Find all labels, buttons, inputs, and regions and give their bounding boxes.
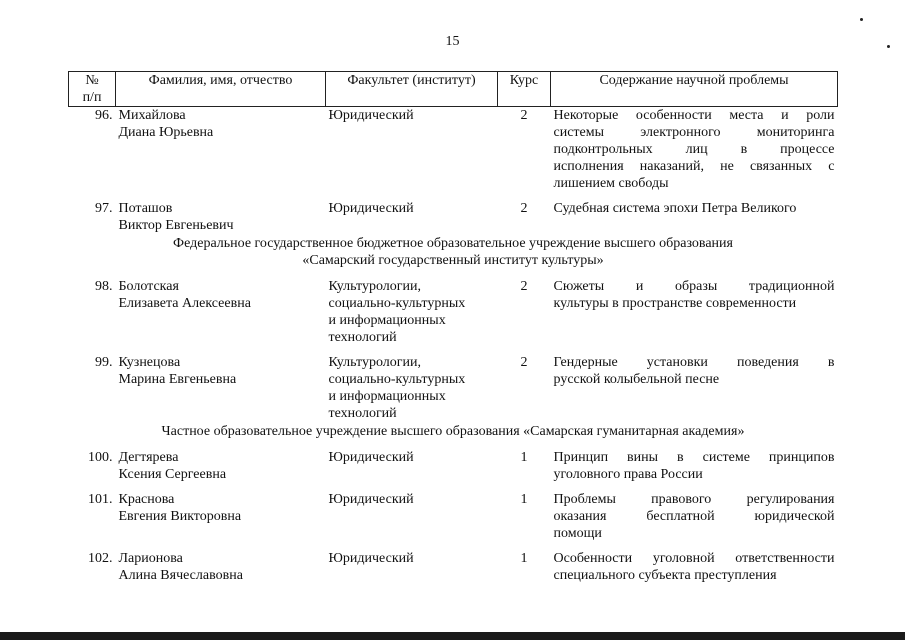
text-line: Особенности уголовной ответственности: [553, 551, 835, 566]
faculty: [326, 346, 498, 422]
text-line: Марина Евгеньевна: [118, 372, 237, 387]
row-number: 99.: [95, 355, 113, 370]
course: 1: [520, 450, 528, 465]
text-line: системы электронного мониторинга: [553, 125, 835, 140]
research-topic: [551, 107, 838, 193]
table-row: [69, 107, 838, 193]
text-line: «Самарский государственный институт культуры»: [302, 253, 604, 268]
text-line: Алина Вячеславовна: [118, 568, 243, 583]
table-row: [69, 441, 838, 483]
faculty: [326, 441, 498, 483]
text-line: Гендерные установки поведения в: [553, 355, 835, 370]
text-line: и информационных: [328, 389, 446, 404]
text-line: и информационных: [328, 313, 446, 328]
faculty: [326, 542, 498, 584]
header-course: Курс: [498, 72, 551, 107]
course: 1: [520, 492, 528, 507]
text-line: Кузнецова: [118, 355, 181, 370]
row-number: 101.: [88, 492, 113, 507]
text-line: Некоторые особенности места и роли: [553, 108, 835, 123]
research-topic: [551, 192, 838, 234]
faculty: [326, 270, 498, 346]
student-name: [116, 270, 326, 346]
text-line: Судебная система эпохи Петра Великого: [553, 201, 797, 216]
research-topic: [551, 346, 838, 422]
text-line: русской колыбельной песне: [553, 372, 720, 387]
course: 1: [520, 551, 528, 566]
scan-speck: [887, 45, 890, 48]
row-number: 98.: [95, 279, 113, 294]
student-name: [116, 542, 326, 584]
course: 2: [520, 355, 528, 370]
header-num: № п/п: [69, 72, 116, 107]
student-name: [116, 192, 326, 234]
course: 2: [520, 108, 528, 123]
text-line: Проблемы правового регулирования: [553, 492, 835, 507]
table-row: [69, 192, 838, 234]
text-line: Юридический: [328, 492, 414, 507]
text-line: Михайлова: [118, 108, 186, 123]
text-line: Юридический: [328, 450, 414, 465]
text-line: подконтрольных лиц в процессе: [553, 142, 835, 157]
text-line: Краснова: [118, 492, 175, 507]
text-line: Частное образовательное учреждение высшего образования «Самарская гуманитарная академия»: [161, 424, 745, 439]
row-number: 96.: [95, 108, 113, 123]
text-line: оказания бесплатной юридической: [553, 509, 835, 524]
header-topic: Содержание научной проблемы: [551, 72, 838, 107]
institution-heading: [69, 234, 838, 270]
text-line: Дегтярева: [118, 450, 179, 465]
scan-speck: [860, 18, 863, 21]
text-line: социально-культурных: [328, 372, 466, 387]
text-line: Виктор Евгеньевич: [118, 218, 234, 233]
table-row: [69, 483, 838, 542]
text-line: исполнения наказаний, не связанных с: [553, 159, 835, 174]
faculty: [326, 483, 498, 542]
research-topic: [551, 441, 838, 483]
text-line: Болотская: [118, 279, 179, 294]
table-row: [69, 346, 838, 422]
table-row: [69, 270, 838, 346]
research-topic: [551, 483, 838, 542]
course: 2: [520, 279, 528, 294]
participants-table: [68, 71, 838, 584]
text-line: Евгения Викторовна: [118, 509, 242, 524]
text-line: специального субъекта преступления: [553, 568, 777, 583]
text-line: Ларионова: [118, 551, 183, 566]
table-body: [69, 107, 838, 585]
text-line: уголовного права России: [553, 467, 703, 482]
institution-name: [69, 234, 838, 270]
header-faculty: Факультет (институт): [326, 72, 498, 107]
faculty: [326, 107, 498, 193]
student-name: [116, 441, 326, 483]
text-line: Юридический: [328, 201, 414, 216]
text-line: Ксения Сергеевна: [118, 467, 227, 482]
scan-bottom-edge: [0, 632, 905, 640]
student-name: [116, 346, 326, 422]
row-number: 100.: [88, 450, 113, 465]
institution-name: [69, 422, 838, 441]
text-line: помощи: [553, 526, 602, 541]
text-line: Сюжеты и образы традиционной: [553, 279, 835, 294]
header-name: Фамилия, имя, отчество: [116, 72, 326, 107]
text-line: культуры в пространстве современности: [553, 296, 797, 311]
faculty: [326, 192, 498, 234]
text-line: Юридический: [328, 108, 414, 123]
table-row: [69, 542, 838, 584]
student-name: [116, 107, 326, 193]
row-number: 102.: [88, 551, 113, 566]
text-line: Принцип вины в системе принципов: [553, 450, 835, 465]
text-line: технологий: [328, 330, 397, 345]
page-number: 15: [445, 34, 460, 49]
text-line: технологий: [328, 406, 397, 421]
text-line: Культурологии,: [328, 355, 421, 370]
research-topic: [551, 542, 838, 584]
research-topic: [551, 270, 838, 346]
text-line: Культурологии,: [328, 279, 421, 294]
text-line: Поташов: [118, 201, 173, 216]
institution-heading: [69, 422, 838, 441]
text-line: Юридический: [328, 551, 414, 566]
student-name: [116, 483, 326, 542]
row-number: 97.: [95, 201, 113, 216]
text-line: лишением свободы: [553, 176, 669, 191]
text-line: Федеральное государственное бюджетное образовательное учреждение высшего образования: [173, 236, 733, 251]
text-line: социально-культурных: [328, 296, 466, 311]
course: 2: [520, 201, 528, 216]
text-line: Диана Юрьевна: [118, 125, 214, 140]
table-header-row: [69, 72, 838, 107]
text-line: Елизавета Алексеевна: [118, 296, 251, 311]
